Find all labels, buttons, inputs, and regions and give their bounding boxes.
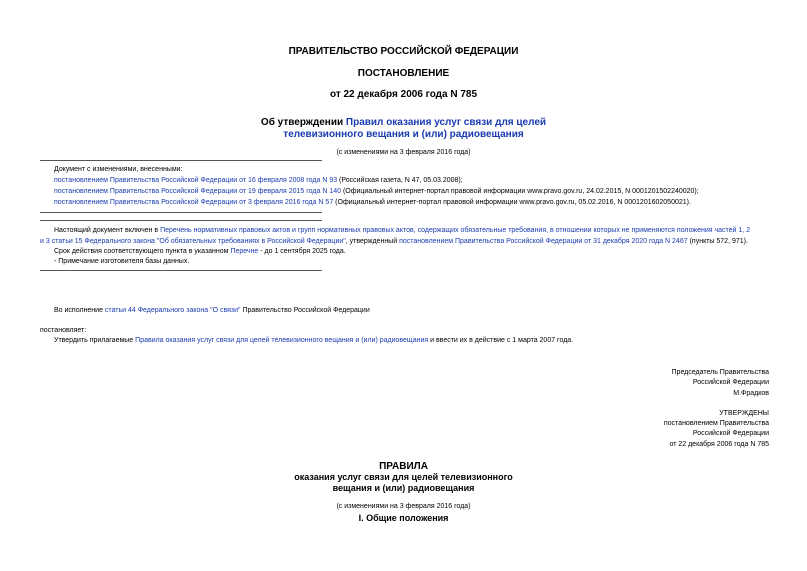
rules-link[interactable]: Правила оказания услуг связи для целей телевизионного вещания и (или) радиовещания	[135, 337, 429, 344]
divider	[40, 220, 322, 221]
approve-paragraph	[54, 336, 573, 345]
signature-org: Российской Федерации	[692, 379, 769, 386]
rules-subtitle-line1: оказания услуг связи для целей телевизионного	[294, 472, 513, 482]
change-item	[54, 198, 691, 207]
document-date-number: от 22 декабря 2006 года N 785	[329, 89, 478, 100]
signature-name: М.Фрадков	[733, 390, 769, 397]
note-text: (пункты 572, 971).	[687, 238, 748, 245]
note-footer: - Примечание изготовителя базы данных.	[54, 258, 190, 265]
note-text: Настоящий документ включен в	[54, 227, 161, 234]
law-article-link[interactable]: статьи 44 Федерального закона "О связи"	[104, 307, 241, 314]
change-item	[54, 176, 463, 185]
divider	[40, 212, 322, 213]
resolution-link[interactable]: постановлением Правительства Российской Федерации от 31 декабря 2020 года N 2467	[399, 238, 688, 245]
amendment-source: (Российская газета, N 47, 05.03.2008);	[337, 177, 463, 184]
note-text: , утвержденный	[345, 238, 400, 245]
title-prefix: Об утверждении	[260, 117, 346, 128]
approved-org: Российской Федерации	[692, 430, 769, 437]
amendment-link[interactable]: постановлением Правительства Российской Федерации от 16 февраля 2008 года N 93	[54, 177, 338, 184]
title-link[interactable]: Правил оказания услуг связи для целей	[345, 117, 547, 128]
amendment-link[interactable]: постановлением Правительства Российской Федерации от 3 февраля 2016 года N 57	[54, 199, 334, 206]
divider	[40, 270, 322, 271]
note-text: - до 1 сентября 2025 года.	[258, 248, 346, 255]
rules-subtitle-line2: вещания и (или) радиовещания	[332, 483, 475, 493]
note-validity	[54, 247, 346, 256]
body-text: Во исполнение	[54, 307, 105, 314]
change-item	[54, 187, 699, 196]
revision-note: (с изменениями на 3 февраля 2016 года)	[336, 149, 471, 156]
list-short-link[interactable]: Перечне	[230, 248, 259, 255]
government-heading: ПРАВИТЕЛЬСТВО РОССИЙСКОЙ ФЕДЕРАЦИИ	[288, 46, 519, 57]
resolves-text: постановляет:	[40, 327, 87, 334]
document-title-line2	[0, 129, 807, 141]
divider	[40, 160, 322, 161]
note-paragraph-line1	[54, 226, 750, 235]
rules-title: ПРАВИЛА	[379, 461, 428, 472]
note-paragraph-line2	[40, 237, 748, 246]
signature-title: Председатель Правительства	[671, 369, 769, 376]
title-link-continued[interactable]: телевизионного вещания и (или) радиовещания	[283, 129, 524, 140]
document-title	[0, 117, 807, 129]
body-text: Правительство Российской Федерации	[240, 307, 370, 314]
body-text: Утвердить прилагаемые	[54, 337, 136, 344]
federal-law-link[interactable]: и 3 статьи 15 Федерального закона "Об обязательных требованиях в Российской Федерации"	[40, 238, 346, 245]
amendment-link[interactable]: постановлением Правительства Российской Федерации от 19 февраля 2015 года N 140	[54, 188, 341, 195]
pursuant-paragraph	[54, 306, 370, 315]
approved-heading: УТВЕРЖДЕНЫ	[719, 410, 769, 417]
list-link[interactable]: Перечень нормативных правовых актов и групп нормативных правовых актов, содержащих обязательные требования, в отношении которых не применяются положения частей 1, 2	[160, 227, 751, 234]
amendment-source: (Официальный интернет-портал правовой информации www.pravo.gov.ru, 05.02.2016, N 0001201602050021).	[333, 199, 691, 206]
approved-by: постановлением Правительства	[663, 420, 769, 427]
amendment-source: (Официальный интернет-портал правовой информации www.pravo.gov.ru, 24.02.2015, N 0001201502240020);	[341, 188, 699, 195]
approved-date: от 22 декабря 2006 года N 785	[669, 441, 769, 448]
section-heading: I. Общие положения	[358, 513, 449, 523]
document-type: ПОСТАНОВЛЕНИЕ	[357, 68, 450, 79]
rules-revision: (с изменениями на 3 февраля 2016 года)	[336, 503, 471, 510]
body-text: и ввести их в действие с 1 марта 2007 года.	[428, 337, 574, 344]
changes-intro: Документ с изменениями, внесенными:	[54, 166, 183, 173]
note-text: Срок действия соответствующего пункта в указанном	[54, 248, 231, 255]
